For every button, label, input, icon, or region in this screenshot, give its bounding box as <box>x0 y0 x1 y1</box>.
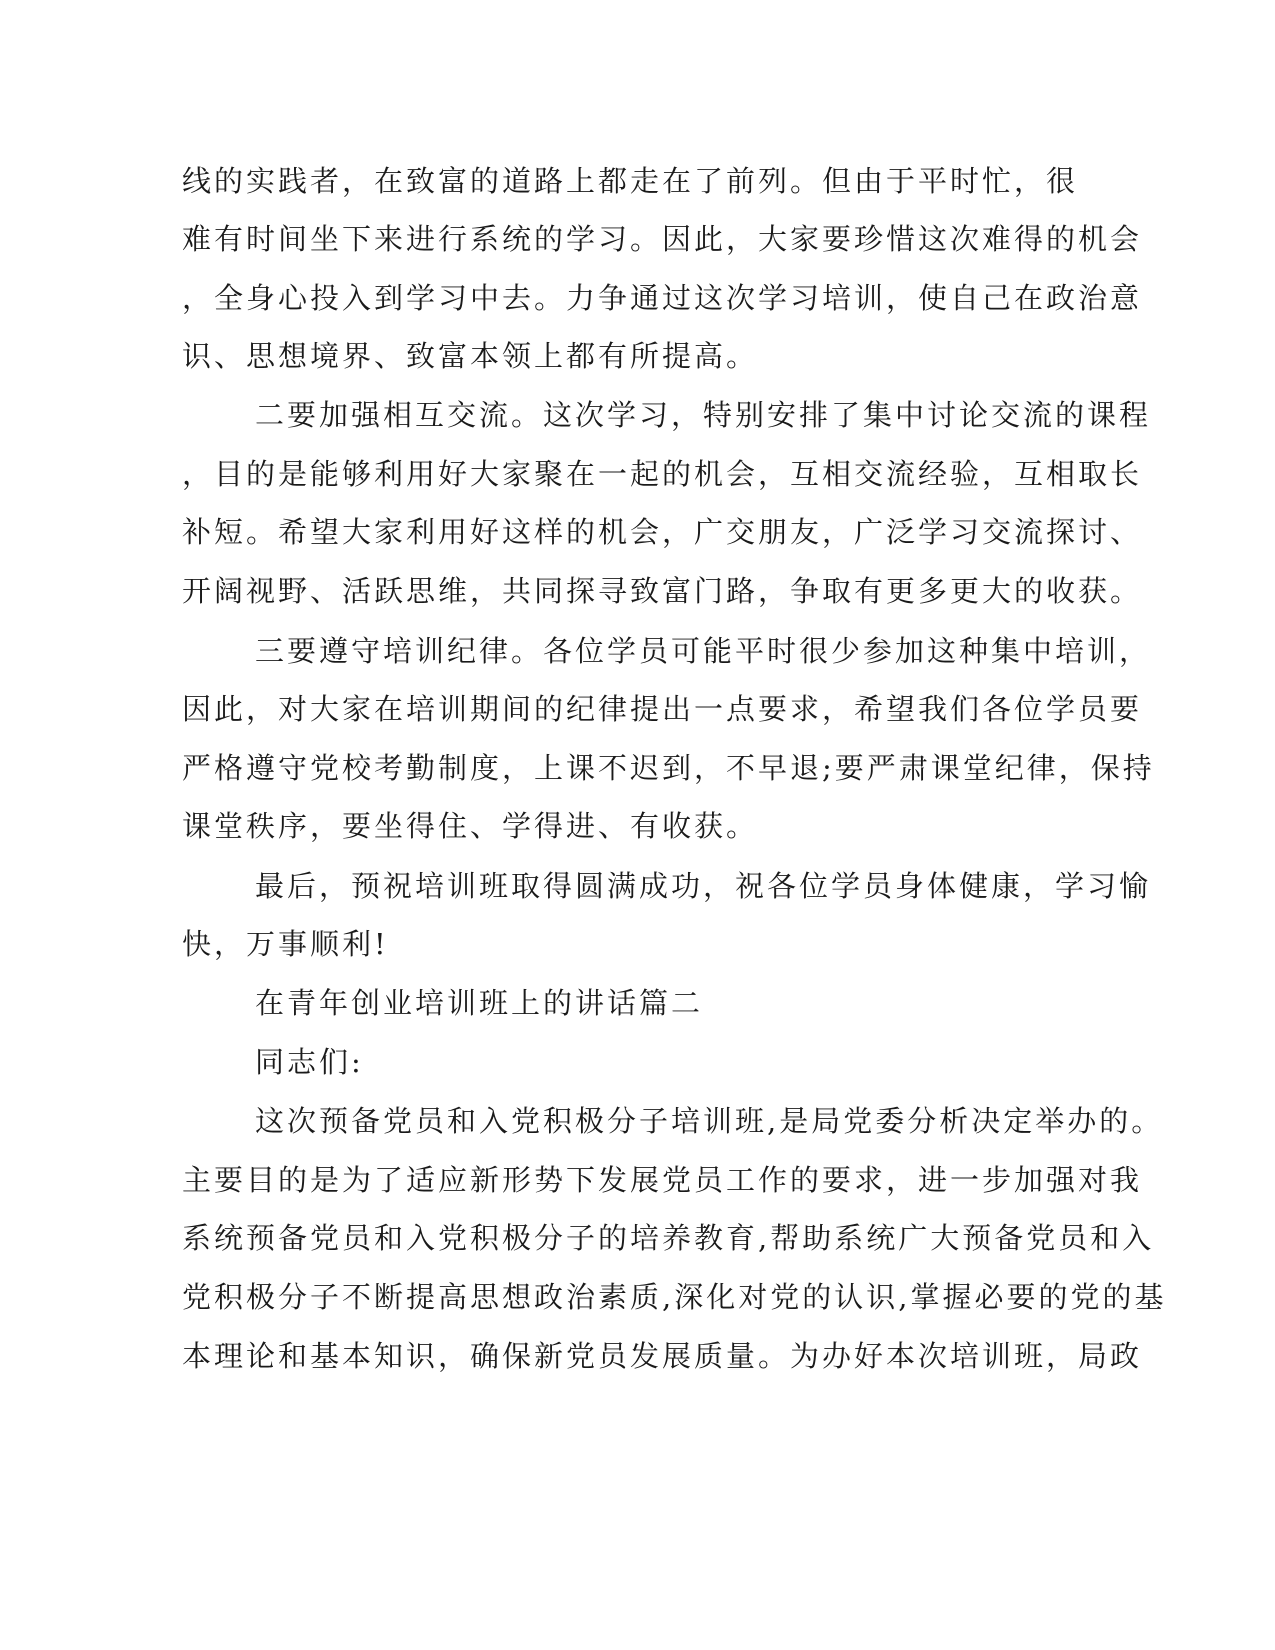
text-line: 开阔视野、活跃思维，共同探寻致富门路，争取有更多更大的收获。 <box>182 574 1143 608</box>
text-line: 系统预备党员和入党积极分子的培养教育,帮助系统广大预备党员和入 <box>182 1221 1155 1255</box>
text-line: 党积极分子不断提高思想政治素质,深化对党的认识,掌握必要的党的基 <box>182 1280 1167 1314</box>
text-line: 本理论和基本知识，确保新党员发展质量。为办好本次培训班，局政 <box>182 1339 1143 1373</box>
text-line: 严格遵守党校考勤制度，上课不迟到，不早退;要严肃课堂纪律，保持 <box>182 751 1155 785</box>
text-line: 快，万事顺利! <box>182 927 389 961</box>
text-line: ，目的是能够利用好大家聚在一起的机会，互相交流经验，互相取长 <box>182 457 1143 491</box>
paragraph-start-line: 最后，预祝培训班取得圆满成功，祝各位学员身体健康，学习愉 <box>255 869 1152 903</box>
text-line: 补短。希望大家利用好这样的机会，广交朋友，广泛学习交流探讨、 <box>182 515 1143 549</box>
text-line: 识、思想境界、致富本领上都有所提高。 <box>182 339 759 373</box>
text-line: 主要目的是为了适应新形势下发展党员工作的要求，进一步加强对我 <box>182 1163 1143 1197</box>
paragraph-start-line: 二要加强相互交流。这次学习，特别安排了集中讨论交流的课程 <box>255 398 1152 432</box>
text-line: 因此，对大家在培训期间的纪律提出一点要求，希望我们各位学员要 <box>182 692 1143 726</box>
section-heading: 在青年创业培训班上的讲话篇二 <box>255 986 704 1020</box>
text-line: 线的实践者，在致富的道路上都走在了前列。但由于平时忙，很 <box>182 164 1079 198</box>
paragraph-start-line: 三要遵守培训纪律。各位学员可能平时很少参加这种集中培训， <box>255 634 1152 668</box>
paragraph-start-line: 这次预备党员和入党积极分子培训班,是局党委分析决定举办的。 <box>255 1104 1164 1138</box>
text-line: 课堂秩序，要坐得住、学得进、有收获。 <box>182 809 759 843</box>
salutation: 同志们: <box>255 1045 364 1079</box>
text-line: ，全身心投入到学习中去。力争通过这次学习培训，使自己在政治意 <box>182 281 1143 315</box>
text-line: 难有时间坐下来进行系统的学习。因此，大家要珍惜这次难得的机会 <box>182 222 1143 256</box>
